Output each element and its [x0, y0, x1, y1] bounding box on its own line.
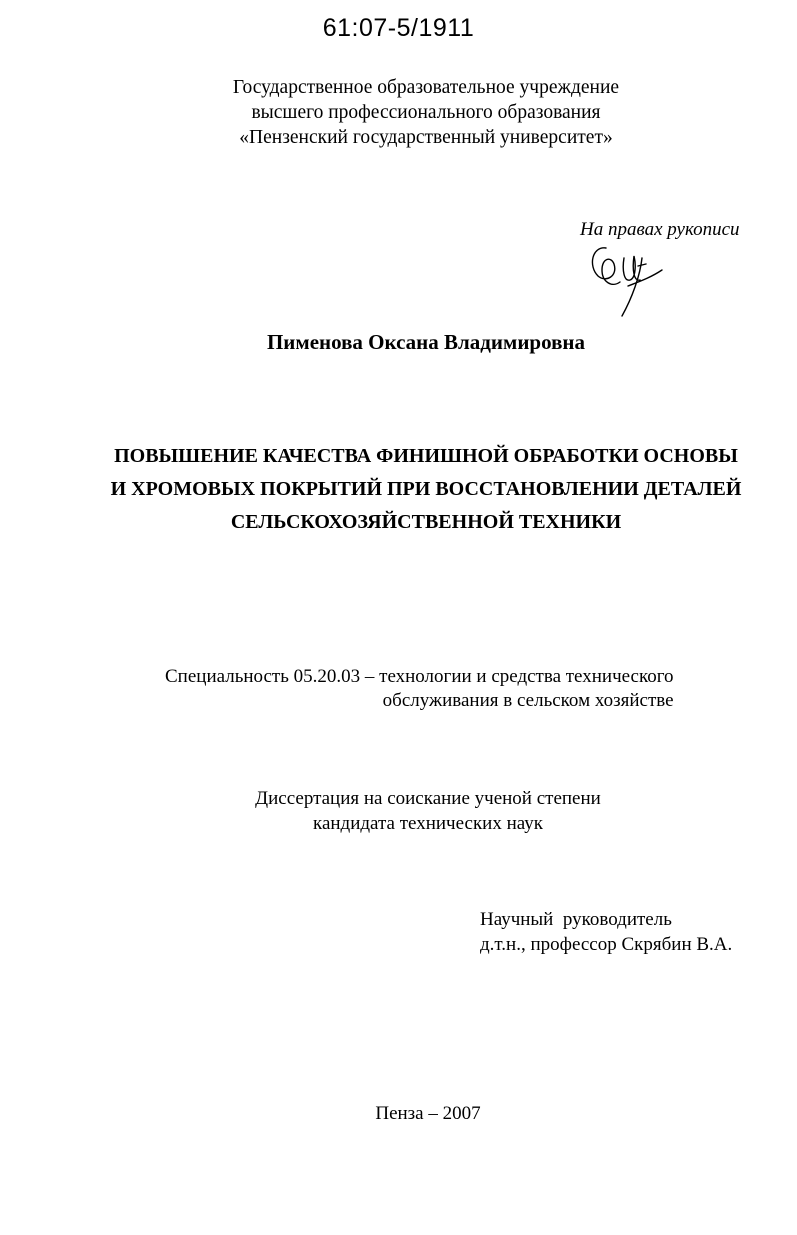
rights-note: На правах рукописи	[580, 219, 740, 240]
title-line-3: СЕЛЬСКОХОЗЯЙСТВЕННОЙ ТЕХНИКИ	[230, 511, 622, 533]
institution-line-3: «Пензенский государственный университет»	[239, 127, 613, 148]
institution-line-2: высшего профессионального образования	[251, 102, 601, 123]
city-year: Пенза – 2007	[375, 1103, 481, 1124]
specialty-line-1: Специальность 05.20.03 – технологии и средства технического	[165, 666, 674, 687]
supervisor-line-1: Научный руководитель	[480, 909, 672, 930]
degree-line-1: Диссертация на соискание ученой степени	[255, 788, 601, 809]
author-name: Пименова Оксана Владимировна	[266, 330, 586, 354]
supervisor-block	[480, 907, 732, 957]
dissertation-title	[0, 440, 797, 539]
specialty-line-2: обслуживания в сельском хозяйстве	[382, 690, 674, 711]
institution-block	[0, 75, 797, 150]
specialty-block	[165, 665, 674, 713]
handwritten-signature	[578, 236, 663, 318]
catalog-number: 61:07-5/1911	[322, 14, 475, 42]
supervisor-line-2: д.т.н., профессор Скрябин В.А.	[480, 934, 733, 955]
institution-line-1: Государственное образовательное учреждение	[232, 77, 620, 98]
title-line-2: И ХРОМОВЫХ ПОКРЫТИЙ ПРИ ВОССТАНОВЛЕНИИ ДЕТАЛЕЙ	[110, 478, 742, 500]
title-line-1: ПОВЫШЕНИЕ КАЧЕСТВА ФИНИШНОЙ ОБРАБОТКИ ОСНОВЫ	[114, 445, 738, 467]
degree-block	[0, 786, 797, 836]
degree-line-2: кандидата технических наук	[313, 813, 543, 834]
